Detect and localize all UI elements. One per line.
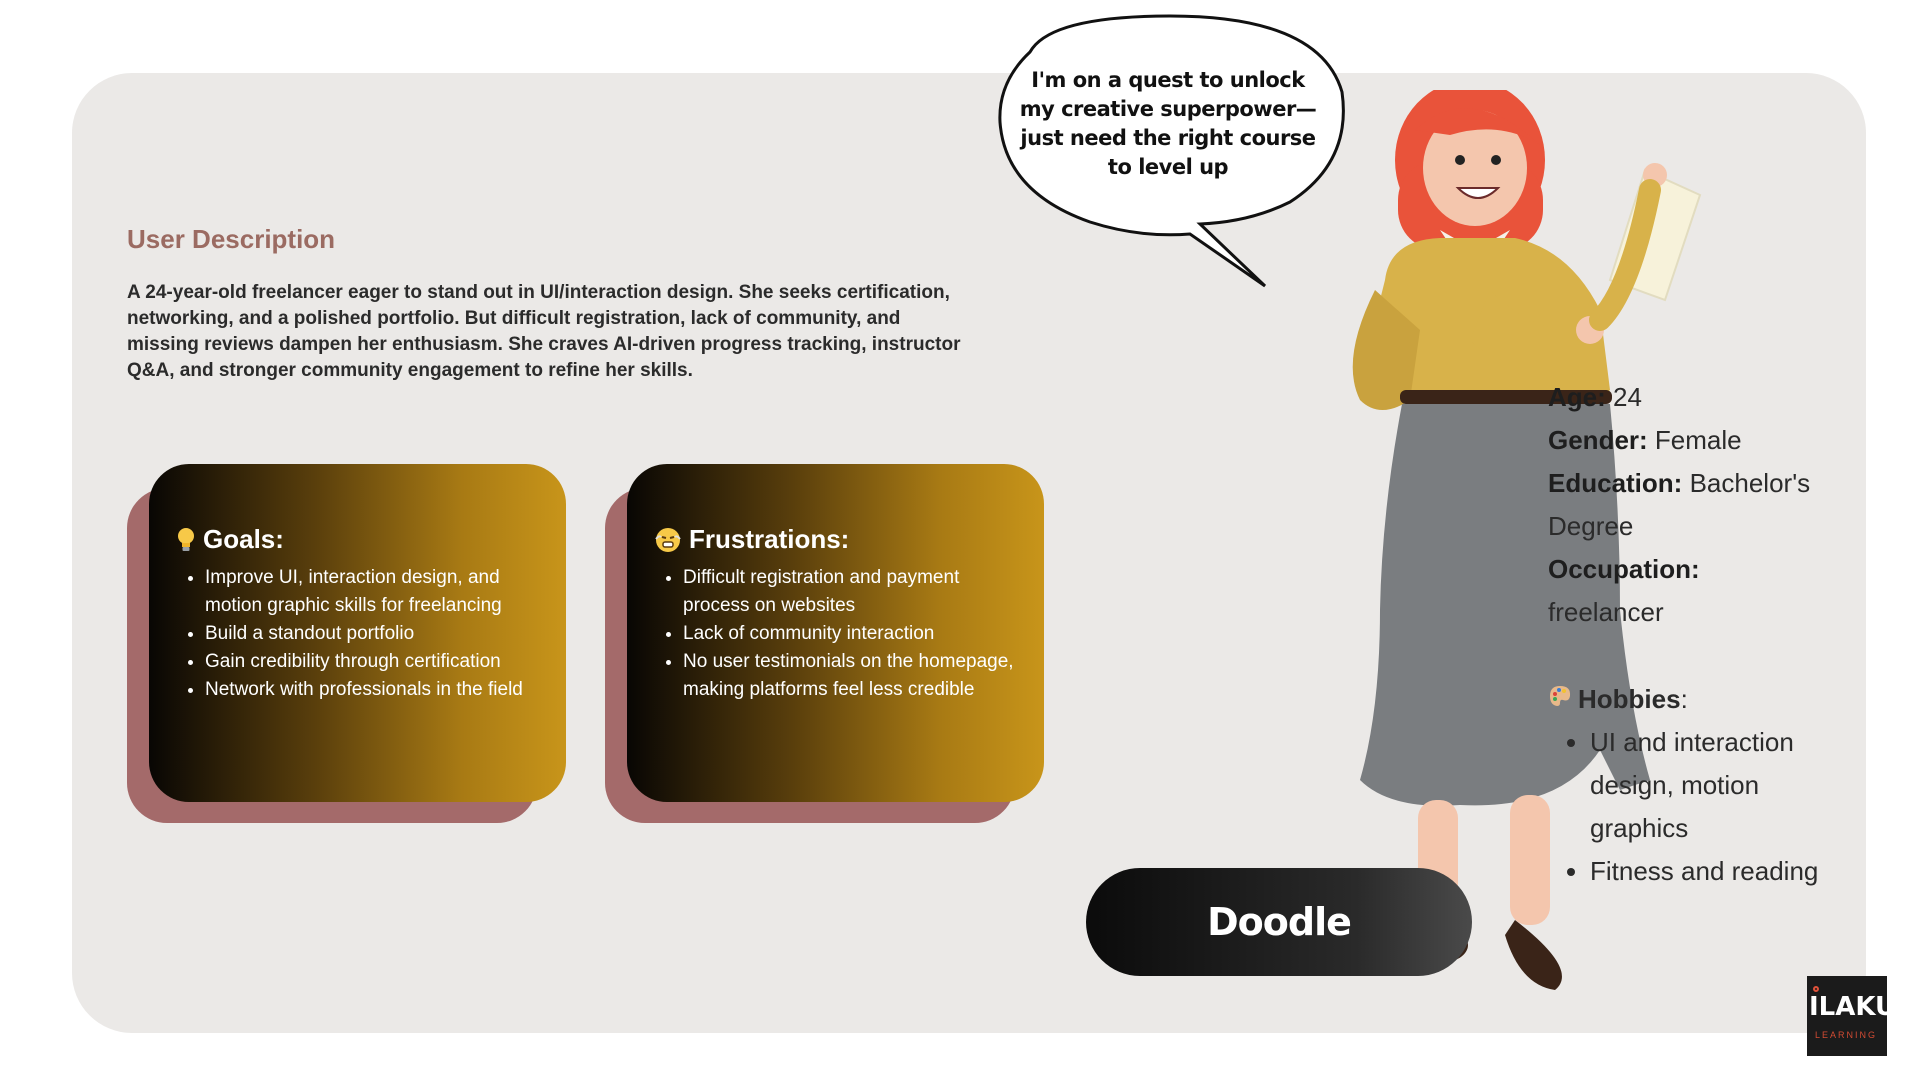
frustrations-card-body — [627, 464, 1044, 802]
ilaku-learning-logo — [1807, 976, 1897, 1056]
goals-list — [177, 564, 550, 704]
goals-title: Goals: — [203, 524, 284, 554]
occupation-value: freelancer — [1548, 597, 1664, 627]
persona-name: Doodle — [1207, 900, 1351, 944]
goal-item: • Network with professionals in the field — [205, 676, 550, 704]
gender-row — [1548, 419, 1848, 462]
frustration-item: • Difficult registration and payment process on websites — [683, 564, 1028, 620]
persona-info — [1548, 376, 1848, 634]
education-value: Bachelor's Degree — [1548, 468, 1811, 541]
lightbulb-icon — [177, 527, 195, 553]
frustrations-list — [655, 564, 1028, 704]
speech-bubble-quote: I'm on a quest to unlock my creative superpower—just need the right course to level up — [1019, 68, 1317, 179]
gender-value: Female — [1654, 425, 1742, 455]
education-row — [1548, 462, 1848, 548]
hobby-item: • UI and interaction design, motion graphics — [1590, 721, 1848, 850]
frustrated-face-icon — [655, 527, 681, 553]
user-description-text: A 24-year-old freelancer eager to stand out in UI/interaction design. She seeks certification, networking, and a polished portfolio. But difficult registration, lack of community, and missing reviews dampen her enthusiasm. She craves AI-driven progress tracking, instructor Q&A, and stronger community engagement to refine her skills. — [127, 282, 961, 381]
frustration-item: • Lack of community interaction — [683, 620, 1028, 648]
education-label: Education: — [1548, 468, 1683, 498]
goals-heading — [177, 524, 284, 555]
frustrations-card — [605, 464, 1045, 826]
goals-card-body — [149, 464, 566, 802]
occupation-row — [1548, 548, 1848, 634]
hobbies-section — [1548, 678, 1848, 893]
hobbies-title: Hobbies — [1578, 684, 1681, 714]
goal-item: • Build a standout portfolio — [205, 620, 550, 648]
gender-label: Gender: — [1548, 425, 1648, 455]
logo-wordmark: ILAKU — [1809, 992, 1897, 1022]
hobbies-list — [1548, 721, 1848, 893]
age-row — [1548, 376, 1848, 419]
frustrations-heading — [655, 524, 849, 555]
hobbies-colon: : — [1680, 684, 1688, 714]
frustrations-title: Frustrations: — [689, 524, 850, 554]
frustration-item: • No user testimonials on the homepage, making platforms feel less credible — [683, 648, 1028, 704]
goal-item: • Improve UI, interaction design, and motion graphic skills for freelancing — [205, 564, 550, 620]
hobbies-heading — [1548, 678, 1848, 721]
age-value: 24 — [1613, 382, 1642, 412]
persona-name-pill — [1086, 868, 1472, 976]
goals-card — [127, 464, 567, 826]
occupation-label: Occupation: — [1548, 554, 1700, 584]
age-label: Age: — [1548, 382, 1606, 412]
palette-icon — [1548, 678, 1572, 721]
logo-subtitle: LEARNING — [1815, 1030, 1878, 1040]
user-description-title: User Description — [127, 224, 336, 254]
goal-item: • Gain credibility through certification — [205, 648, 550, 676]
hobby-item: • Fitness and reading — [1590, 850, 1848, 893]
